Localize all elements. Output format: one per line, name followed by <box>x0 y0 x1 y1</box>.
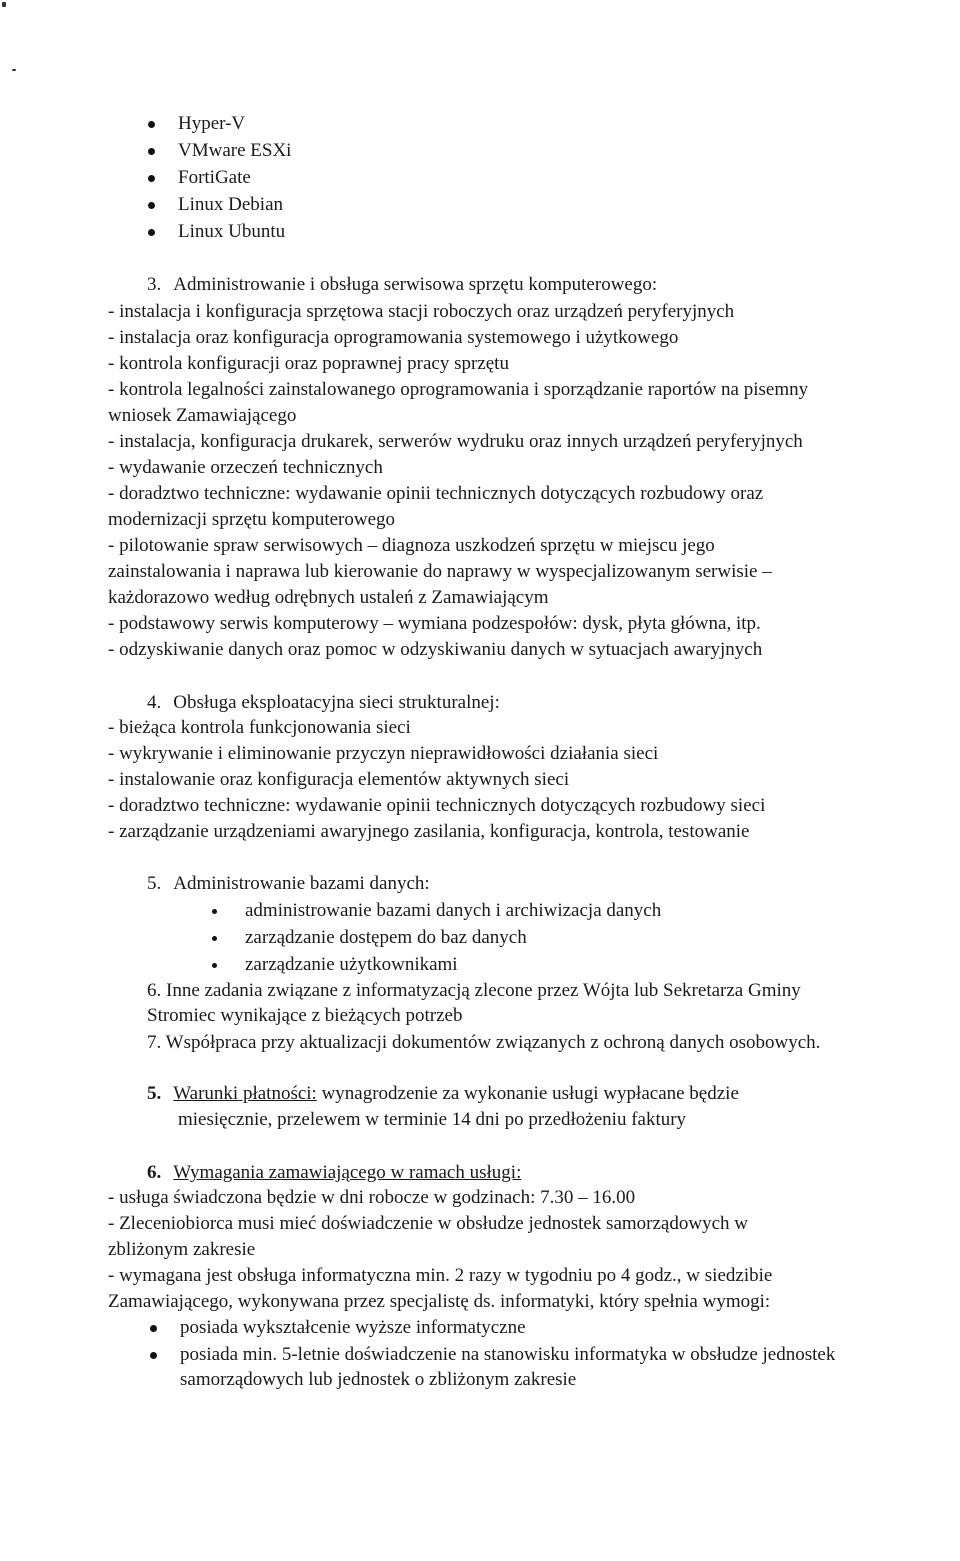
list-item-text: zarządzanie użytkownikami <box>245 954 458 975</box>
list-item <box>178 111 245 137</box>
scan-speck <box>12 69 16 71</box>
list-item-text: Linux Debian <box>178 194 284 215</box>
bullet-icon <box>148 121 155 128</box>
list-item-text: posiada min. 5-letnie doświadczenie na stanowisku informatyka w obsłudze jednostek <box>180 1344 836 1365</box>
section-4-line: - instalowanie oraz konfiguracja elementów aktywnych sieci <box>108 769 570 790</box>
section-title: Administrowanie i obsługa serwisowa sprzętu komputerowego: <box>173 274 658 295</box>
section-3-line: każdorazowo według odrębnych ustaleń z Zamawiającym <box>108 587 549 608</box>
section-4-line: - wykrywanie i eliminowanie przyczyn nieprawidłowości działania sieci <box>108 743 659 764</box>
section-number: 4. <box>147 692 162 713</box>
bullet-icon <box>150 1352 157 1359</box>
section-number: 6. <box>147 1162 162 1183</box>
section-3-line: - instalacja oraz konfiguracja oprogramowania systemowego i użytkowego <box>108 327 679 348</box>
scan-speck <box>2 2 6 7</box>
bullet-icon <box>148 229 155 236</box>
section-number: 5. <box>147 873 162 894</box>
list-item-text: VMware ESXi <box>178 140 292 161</box>
section-4-line: - doradztwo techniczne: wydawanie opinii technicznych dotyczących rozbudowy sieci <box>108 795 766 816</box>
list-item-text: Linux Ubuntu <box>178 221 286 242</box>
section-3-line: - kontrola legalności zainstalowanego oprogramowania i sporządzanie raportów na pisemny <box>108 379 809 400</box>
requirements-line: zbliżonym zakresie <box>108 1239 256 1260</box>
section-3-line: - kontrola konfiguracji oraz poprawnej pracy sprzętu <box>108 353 509 374</box>
requirements-label: Wymagania zamawiającego w ramach usługi: <box>173 1162 522 1183</box>
payment-terms-line: miesięcznie, przelewem w terminie 14 dni po przedłożeniu faktury <box>178 1109 687 1130</box>
section-3-line: - instalacja i konfiguracja sprzętowa stacji roboczych oraz urządzeń peryferyjnych <box>108 301 735 322</box>
section-3-line: - pilotowanie spraw serwisowych – diagnoza uszkodzeń sprzętu w miejscu jego <box>108 535 715 556</box>
list-item <box>178 192 283 218</box>
list-item-text: FortiGate <box>178 167 251 188</box>
section-3-line: wniosek Zamawiającego <box>108 405 297 426</box>
bullet-icon <box>148 175 155 182</box>
payment-terms-text: wynagrodzenie za wykonanie usługi wypłacane będzie <box>316 1083 739 1104</box>
section-title: Administrowanie bazami danych: <box>173 873 430 894</box>
section-3-line: zainstalowania i naprawa lub kierowanie do naprawy w wyspecjalizowanym serwisie – <box>108 561 772 582</box>
section-5-heading <box>147 871 430 897</box>
section-3-line: - instalacja, konfiguracja drukarek, serwerów wydruku oraz innych urządzeń peryferyjnych <box>108 431 803 452</box>
requirements-line: - Zleceniobiorca musi mieć doświadczenie w obsłudze jednostek samorządowych w <box>108 1213 748 1234</box>
section-4-line: - zarządzanie urządzeniami awaryjnego zasilania, konfiguracja, kontrola, testowanie <box>108 821 750 842</box>
list-item-text: posiada wykształcenie wyższe informatyczne <box>180 1317 526 1338</box>
list-item <box>178 138 291 164</box>
section-4-line: - bieżąca kontrola funkcjonowania sieci <box>108 717 411 738</box>
bullet-icon <box>150 1325 157 1332</box>
section-title: Obsługa eksploatacyjna sieci strukturalnej: <box>173 692 500 713</box>
list-item <box>245 952 458 978</box>
section-4-heading <box>147 690 500 716</box>
section-3-heading <box>147 272 657 298</box>
list-item-continuation: samorządowych lub jednostek o zbliżonym zakresie <box>180 1369 577 1390</box>
section-number: 3. <box>147 274 162 295</box>
bullet-icon <box>212 936 217 941</box>
list-item <box>245 925 527 951</box>
section-3-line: - odzyskiwanie danych oraz pomoc w odzyskiwaniu danych w sytuacjach awaryjnych <box>108 639 763 660</box>
section-3-line: modernizacji sprzętu komputerowego <box>108 509 396 530</box>
section-3-line: - podstawowy serwis komputerowy – wymiana podzespołów: dysk, płyta główna, itp. <box>108 613 761 634</box>
section-6-line: Stromiec wynikające z bieżących potrzeb <box>147 1005 463 1026</box>
requirements-line: - usługa świadczona będzie w dni robocze w godzinach: 7.30 – 16.00 <box>108 1187 636 1208</box>
bullet-icon <box>148 202 155 209</box>
bullet-icon <box>212 963 217 968</box>
section-6-line: 6. Inne zadania związane z informatyzacją zlecone przez Wójta lub Sekretarza Gminy <box>147 980 801 1001</box>
list-item-text: Hyper-V <box>178 113 246 134</box>
list-item <box>245 898 661 924</box>
section-7-line: 7. Współpraca przy aktualizacji dokumentów związanych z ochroną danych osobowych. <box>147 1032 821 1053</box>
bullet-icon <box>212 909 217 914</box>
requirements-line: Zamawiającego, wykonywana przez specjalistę ds. informatyki, który spełnia wymogi: <box>108 1291 771 1312</box>
list-item <box>178 219 285 245</box>
requirements-heading <box>147 1160 521 1186</box>
list-item-text: zarządzanie dostępem do baz danych <box>245 927 527 948</box>
list-item <box>180 1342 835 1368</box>
payment-terms-heading <box>147 1081 739 1107</box>
section-3-line: - wydawanie orzeczeń technicznych <box>108 457 383 478</box>
list-item <box>180 1315 526 1341</box>
bullet-icon <box>148 148 155 155</box>
section-3-line: - doradztwo techniczne: wydawanie opinii technicznych dotyczących rozbudowy oraz <box>108 483 764 504</box>
section-number: 5. <box>147 1083 162 1104</box>
list-item <box>178 165 251 191</box>
list-item-text: administrowanie bazami danych i archiwizacja danych <box>245 900 662 921</box>
payment-terms-label: Warunki płatności: <box>173 1083 317 1104</box>
requirements-line: - wymagana jest obsługa informatyczna min. 2 razy w tygodniu po 4 godz., w siedzibie <box>108 1265 773 1286</box>
